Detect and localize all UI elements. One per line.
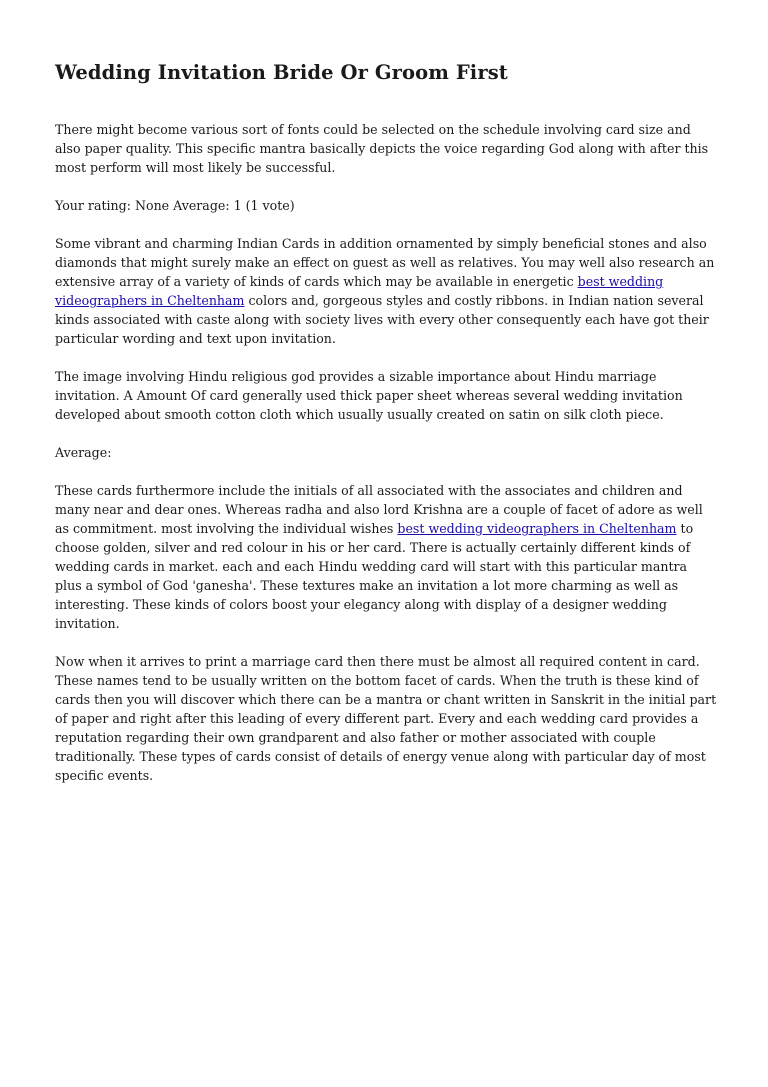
paragraph-text: Some vibrant and charming Indian Cards in addition ornamented by simply beneficial stones and also diamonds that might surely make an effect on guest as well as relatives. You may well also research an extensive array of a variety of kinds of cards which may be available in energetic <box>55 236 715 289</box>
videographers-link[interactable]: best wedding videographers in Cheltenham <box>397 521 677 536</box>
videographers-link[interactable]: best wedding videographers in Cheltenham <box>55 274 664 308</box>
paragraph-hindu-god: The image involving Hindu religious god provides a sizable importance about Hindu marriage invitation. A Amount Of card generally used thick paper sheet whereas several wedding invitation developed about smooth cotton cloth which usually usually created on satin on silk cloth piece. <box>55 369 683 422</box>
paragraph-indian-cards <box>55 234 717 348</box>
document-page <box>55 60 717 804</box>
paragraph-intro: There might become various sort of fonts could be selected on the schedule involving card size and also paper quality. This specific mantra basically depicts the voice regarding God along with after this most perform will most likely be successful. <box>55 122 709 175</box>
rating-line: Your rating: None Average: 1 (1 vote) <box>55 198 295 213</box>
paragraph-text: to choose golden, silver and red colour in his or her card. There is actually certainly different kinds of wedding cards in market. each and each Hindu wedding card will start with this particular mantra plus a symbol of God 'ganesha'. These textures make an invitation a lot more charming as well as interesting. These kinds of colors boost your elegancy along with display of a designer wedding invitation. <box>55 521 694 631</box>
paragraph-initials <box>55 481 717 633</box>
paragraph-print-card: Now when it arrives to print a marriage card then there must be almost all required content in card. These names tend to be usually written on the bottom facet of cards. When the truth is these kind of cards then you will discover which there can be a mantra or chant written in Sanskrit in the initial part of paper and right after this leading of every different part. Every and each wedding card provides a reputation regarding their own grandparent and also father or mother associated with couple traditionally. These types of cards consist of details of energy venue along with particular day of most specific events. <box>55 654 717 783</box>
paragraph-text: colors and, gorgeous styles and costly ribbons. in Indian nation several kinds associated with caste along with society lives with every other consequently each have got their particular wording and text upon invitation. <box>55 293 709 346</box>
average-line: Average: <box>55 445 112 460</box>
paragraph-text: These cards furthermore include the initials of all associated with the associates and children and many near and dear ones. Whereas radha and also lord Krishna are a couple of facet of adore as well as commitment. most involving the individual wishes <box>55 483 703 536</box>
page-title: Wedding Invitation Bride Or Groom First <box>55 61 508 84</box>
